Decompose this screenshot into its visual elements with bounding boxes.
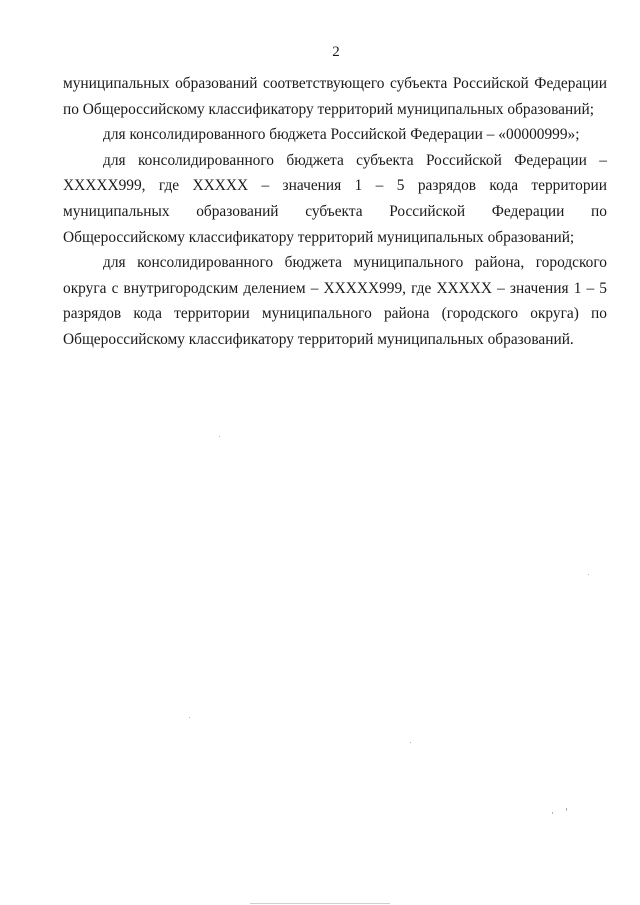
document-body	[63, 71, 607, 353]
paragraph-consolidated-budget-municipal: для консолидированного бюджета муниципального района, городского округа с внутригородским делением – XXXXX999, где XXXXX – значения 1 – 5 разрядов кода территории муниципального района (городского округа) по Общероссийскому классификатору территорий муниципальных образований.	[63, 254, 607, 348]
scan-edge-line	[250, 903, 390, 904]
scan-speck	[552, 812, 553, 814]
scan-speck	[189, 717, 190, 718]
paragraph-consolidated-budget-rf: для консолидированного бюджета Российской Федерации – «00000999»;	[103, 126, 580, 144]
page-number: 2	[332, 44, 340, 60]
scan-speck	[566, 808, 567, 811]
scan-speck	[588, 574, 589, 575]
scan-speck	[219, 436, 220, 437]
scan-speck	[410, 742, 411, 743]
paragraph-consolidated-budget-subject: для консолидированного бюджета субъекта Российской Федерации – XXXXX999, где XXXXX – значения 1 – 5 разрядов кода территории муниципальных образований субъекта Российской Федерации по Общероссийскому классификатору территорий муниципальных образований;	[63, 151, 607, 246]
paragraph-continuation: муниципальных образований соответствующего субъекта Российской Федерации по Общероссийскому классификатору территорий муниципальных образований;	[63, 75, 607, 118]
